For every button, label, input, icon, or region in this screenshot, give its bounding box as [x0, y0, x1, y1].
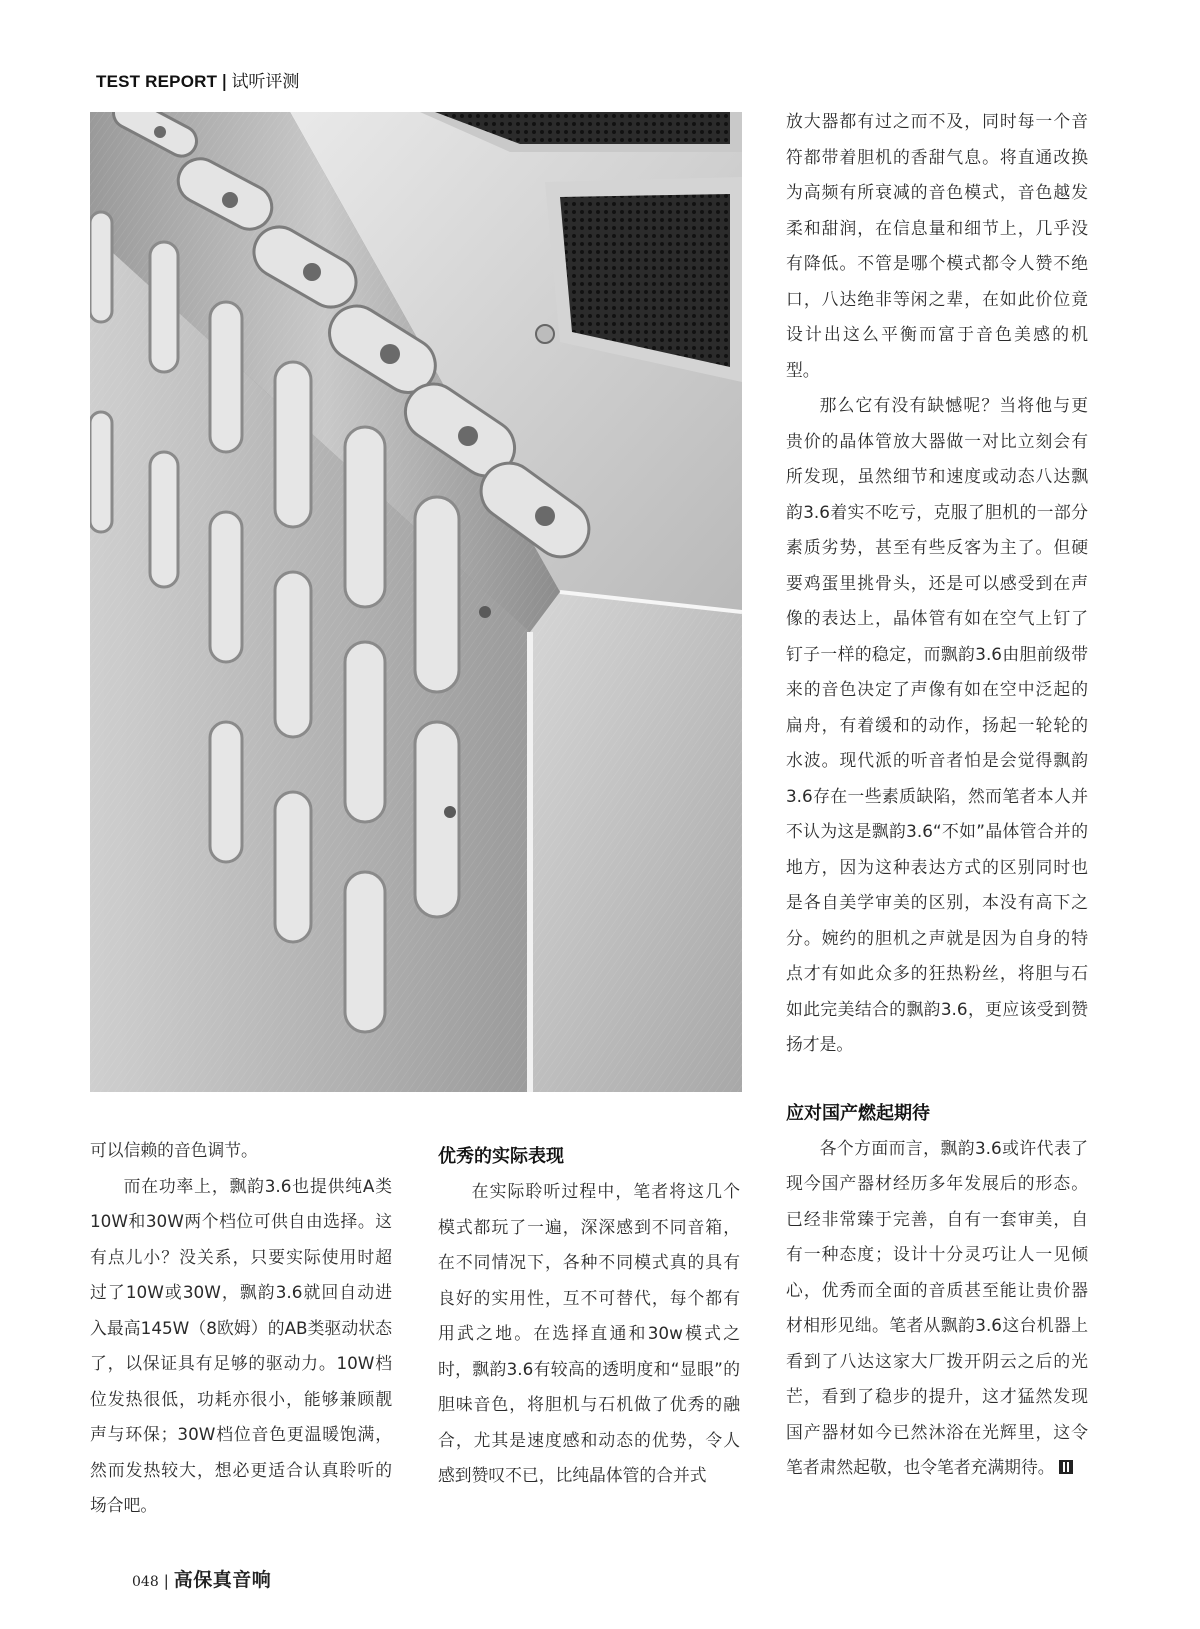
- article-column-left: [90, 1133, 392, 1524]
- section-header: [96, 70, 299, 94]
- paragraph: 在实际聆听过程中，笔者将这几个模式都玩了一遍，深深感到不同音箱，在不同情况下，各种不同模式真的具有良好的实用性，互不可替代，每个都有用武之地。在选择直通和30w模式之时，飘韵3.6有较高的透明度和“显眼”的胆味音色，将胆机与石机做了优秀的融合，尤其是速度感和动态的优势，令人感到赞叹不已，比纯晶体管的合并式: [438, 1181, 740, 1485]
- side-slot: [90, 412, 112, 532]
- side-slot: [150, 242, 178, 372]
- side-slot: [275, 572, 311, 737]
- screw-icon: [444, 806, 456, 818]
- paragraph: 各个方面而言，飘韵3.6或许代表了现今国产器材经历多年发展后的形态。已经非常臻于完善，自有一套审美，自有一种态度；设计十分灵巧让人一见倾心，优秀而全面的音质甚至能让贵价器材相形见绌。笔者从飘韵3.6这台机器上看到了八达这家大厂拨开阴云之后的光芒，看到了稳步的提升，这才猛然发现国产器材如今已然沐浴在光辉里，这令笔者肃然起敬，也令笔者充满期待。: [786, 1137, 1088, 1477]
- article-column-right: [786, 104, 1088, 1486]
- side-slot: [150, 452, 178, 587]
- paragraph: 放大器都有过之而不及，同时每一个音符都带着胆机的香甜气息。将直通改换为高频有所衰减的音色模式，音色越发柔和甜润，在信息量和细节上，几乎没有降低。不管是哪个模式都令人赞不绝口，八达绝非等闲之辈，在如此价位竟设计出这么平衡而富于音色美感的机型。: [786, 111, 1088, 380]
- page-footer: [132, 1568, 271, 1594]
- paragraph: 而在功率上，飘韵3.6也提供纯A类10W和30W两个档位可供自由选择。这有点儿小？没关系，只要实际使用时超过了10W或30W，飘韵3.6就回自动进入最高145W（8欧姆）的AB类驱动状态了，以保证具有足够的驱动力。10W档位发热很低，功耗亦很小，能够兼顾靓声与环保；30W档位音色更温暖饱满，然而发热较大，想必更适合认真聆听的场合吧。: [90, 1175, 392, 1515]
- header-separator: |: [221, 72, 228, 92]
- side-slot: [275, 362, 311, 527]
- side-slot: [90, 212, 112, 322]
- end-mark-icon: [1059, 1460, 1073, 1474]
- section-heading: 优秀的实际表现: [438, 1146, 564, 1167]
- side-slot: [210, 722, 242, 862]
- side-slot: [345, 642, 385, 822]
- paragraph: 那么它有没有缺憾呢？当将他与更贵价的晶体管放大器做一对比立刻会有所发现，虽然细节和速度或动态八达飘韵3.6着实不吃亏，克服了胆机的一部分素质劣势，甚至有些反客为主了。但硬要鸡蛋里挑骨头，还是可以感受到在声像的表达上，晶体管有如在空气上钉了钉子一样的稳定，而飘韵3.6由胆前级带来的音色决定了声像有如在空中泛起的扁舟，有着缓和的动作，扬起一轮轮的水波。现代派的听音者怕是会觉得飘韵3.6存在一些素质缺陷，然而笔者本人并不认为这是飘韵3.6“不如”晶体管合并的地方，因为这种表达方式的区别同时也是各自美学审美的区别，本没有高下之分。婉约的胆机之声就是因为自身的特点才有如此众多的狂热粉丝，将胆与石如此完美结合的飘韵3.6，更应该受到赞扬才是。: [786, 395, 1088, 1054]
- paragraph: 可以信赖的音色调节。: [90, 1140, 258, 1160]
- amplifier-photo: [90, 112, 742, 1092]
- side-slot: [210, 302, 242, 452]
- article-column-middle: [438, 1140, 740, 1494]
- section-label-zh: 试听评测: [231, 72, 300, 92]
- side-slot: [275, 792, 311, 942]
- side-slot: [210, 512, 242, 662]
- footer-separator: |: [163, 1572, 169, 1590]
- section-heading: 应对国产燃起期待: [786, 1102, 930, 1124]
- amplifier-illustration: [90, 112, 742, 1092]
- side-slot: [345, 872, 385, 1032]
- magazine-name: 高保真音响: [173, 1569, 272, 1591]
- page-number: 048: [132, 1574, 159, 1590]
- side-slot: [345, 427, 385, 607]
- side-slot: [415, 722, 459, 917]
- screw-icon: [479, 606, 491, 618]
- section-label-en: TEST REPORT: [96, 72, 218, 91]
- screw-icon: [536, 325, 554, 343]
- side-slot: [415, 497, 459, 692]
